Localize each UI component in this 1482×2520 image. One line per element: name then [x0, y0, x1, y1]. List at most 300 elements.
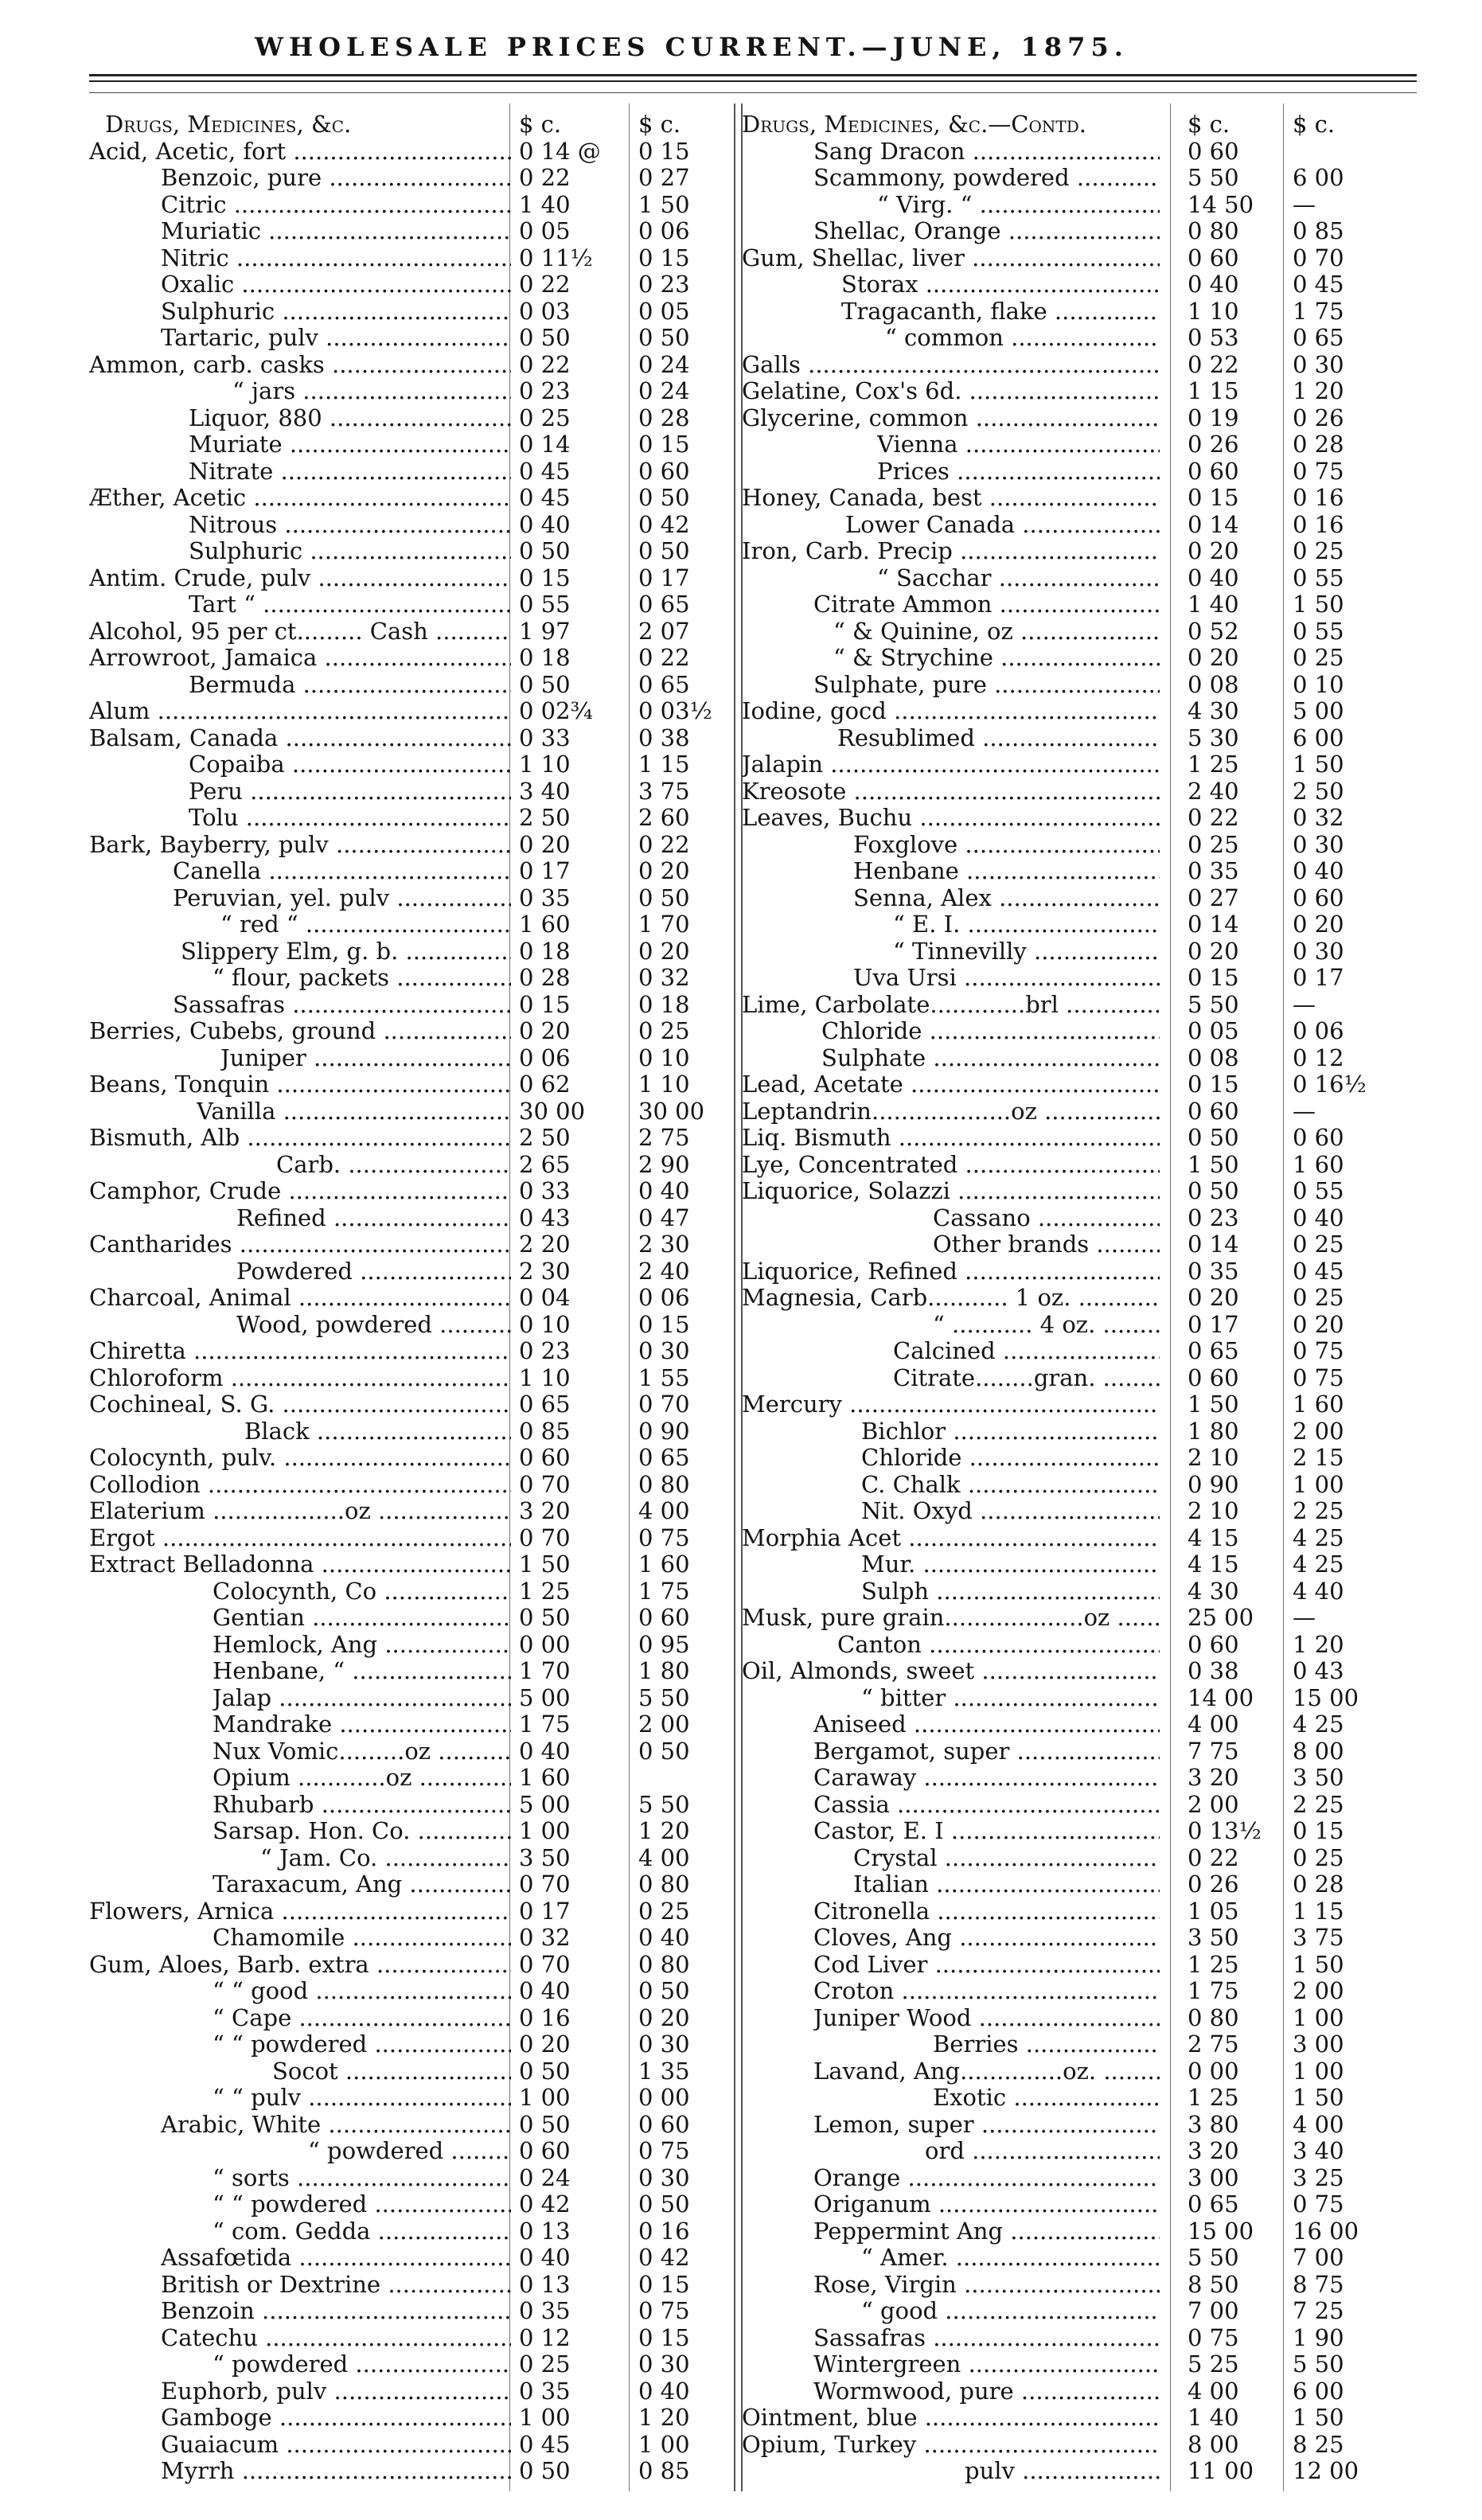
price-row [742, 618, 1375, 646]
item-label: Exotic ..... [933, 2085, 1160, 2112]
price-row [89, 1792, 755, 1819]
price-row [742, 352, 1375, 379]
item-label: Black ..... [244, 1418, 511, 1445]
price-high: 3 75 [1293, 1924, 1344, 1951]
item-label: Peruvian, yel. pulv ..... [173, 885, 511, 912]
price-row [89, 1525, 755, 1552]
price-low: 0 22 [1188, 804, 1239, 831]
item-label: Wintergreen ..... [813, 2351, 1160, 2378]
item-label: Mandrake ..... [213, 1711, 511, 1738]
item-label: Acid, Acetic, fort ..... [89, 138, 511, 166]
price-row [89, 1578, 755, 1605]
price-high: 0 16 [1293, 510, 1344, 538]
price-high: — [1293, 1097, 1316, 1125]
item-label: “ com. Gedda ..... [213, 2218, 511, 2245]
price-row [89, 2218, 755, 2245]
price-low: 0 20 [519, 1017, 571, 1044]
price-row [89, 911, 755, 938]
item-label: Myrrh ..... [161, 2458, 511, 2485]
price-high: 7 25 [1293, 2297, 1344, 2324]
price-high: 3 75 [638, 777, 690, 805]
price-high: 2 15 [1293, 1444, 1344, 1471]
item-label: Chloride ..... [821, 1018, 1160, 1045]
price-row [89, 885, 755, 912]
item-label: Berries, Cubebs, ground ..... [89, 1018, 511, 1045]
item-label: Cloves, Ang ..... [813, 1925, 1160, 1952]
price-high: 4 00 [638, 1843, 690, 1871]
item-label: “ & Quinine, oz ..... [833, 618, 1160, 646]
item-label: Carb. ..... [276, 1152, 511, 1179]
price-row [742, 698, 1375, 725]
price-row [742, 645, 1375, 672]
item-label: Chloroform ..... [89, 1365, 511, 1392]
price-low: 1 15 [1188, 377, 1239, 404]
price-high: 0 50 [638, 484, 690, 511]
item-label: Rhubarb ..... [213, 1792, 511, 1819]
item-label: Benzoic, pure ..... [161, 165, 511, 192]
price-high: 0 75 [1293, 1337, 1344, 1364]
price-high: 0 32 [638, 964, 690, 991]
price-low: 0 15 [519, 990, 571, 1018]
price-low: 0 70 [519, 1950, 571, 1978]
price-low: 0 23 [519, 1337, 571, 1364]
price-row [89, 645, 755, 672]
item-label: Juniper ..... [220, 1045, 511, 1072]
price-high: 0 95 [638, 1630, 690, 1658]
item-label: Resublimed ..... [837, 725, 1160, 752]
item-label: Liquorice, Solazzi ..... [742, 1178, 1160, 1205]
price-high: 1 50 [638, 190, 690, 218]
price-row [742, 778, 1375, 806]
price-row [742, 2378, 1375, 2405]
price-high: 2 25 [1293, 1497, 1344, 1524]
item-label: Powdered ..... [236, 1258, 511, 1285]
price-low: 2 10 [1188, 1444, 1239, 1471]
price-low: 0 15 [1188, 964, 1239, 991]
price-low: 0 14 @ [519, 137, 601, 165]
item-label: Henbane, “ ..... [213, 1658, 511, 1685]
price-high: 0 50 [638, 324, 690, 351]
price-low: 0 00 [519, 1630, 571, 1658]
price-high: 1 90 [1293, 2323, 1344, 2351]
price-high: 0 75 [1293, 457, 1344, 485]
item-label: Jalapin ..... [742, 751, 1160, 778]
column-header [89, 111, 755, 138]
price-low: 1 97 [519, 617, 571, 645]
price-high: 1 80 [638, 1657, 690, 1684]
price-row [742, 538, 1375, 565]
price-high: 1 75 [1293, 297, 1344, 325]
item-label: Liquorice, Refined ..... [742, 1258, 1160, 1285]
price-low: 0 45 [519, 2430, 571, 2458]
price-low: 0 03 [519, 297, 571, 325]
price-low: 8 50 [1188, 2270, 1239, 2298]
item-label: Canella ..... [173, 858, 511, 885]
price-row [742, 858, 1375, 885]
price-low: 3 50 [519, 1843, 571, 1871]
price-high: 1 20 [638, 2404, 690, 2431]
item-label: Ointment, blue ..... [742, 2405, 1160, 2432]
item-label: C. Chalk ..... [861, 1472, 1160, 1499]
price-high: 1 15 [1293, 1897, 1344, 1925]
price-row [89, 245, 755, 272]
price-high: 0 25 [638, 1897, 690, 1925]
price-high: 1 00 [638, 2430, 690, 2458]
price-row [89, 1018, 755, 1045]
price-low: 0 62 [519, 1071, 571, 1098]
price-low: 0 14 [1188, 510, 1239, 538]
price-row [742, 1045, 1375, 1072]
price-high: 0 60 [1293, 1124, 1344, 1151]
price-low: $ c. [519, 111, 562, 138]
price-row [742, 1338, 1375, 1365]
item-label: Bark, Bayberry, pulv ..... [89, 832, 511, 859]
price-row [742, 192, 1375, 219]
price-high: 0 45 [1293, 271, 1344, 298]
item-label: Crystal ..... [853, 1845, 1160, 1872]
price-low: 2 30 [519, 1257, 571, 1285]
item-label: Hemlock, Ang ..... [213, 1632, 511, 1659]
price-row [89, 1045, 755, 1072]
price-high: 1 50 [1293, 2404, 1344, 2431]
price-high: 15 00 [1293, 1683, 1359, 1711]
column-header [742, 111, 1375, 138]
price-low: 0 50 [519, 324, 571, 351]
price-high: 0 16 [1293, 484, 1344, 511]
left-price-column [89, 111, 755, 2485]
price-row [742, 565, 1375, 592]
item-label: Italian ..... [853, 1871, 1160, 1898]
price-row [742, 965, 1375, 992]
item-label: Uva Ursi ..... [853, 965, 1160, 992]
price-low: 1 10 [1188, 297, 1239, 325]
price-low: 1 50 [1188, 1391, 1239, 1418]
price-row [742, 911, 1375, 938]
price-low: 1 50 [1188, 1150, 1239, 1178]
price-low: 5 30 [1188, 724, 1239, 751]
price-high: 0 80 [638, 1870, 690, 1898]
price-row [742, 458, 1375, 486]
price-row [89, 538, 755, 565]
item-label: Other brands ..... [933, 1231, 1160, 1258]
price-high: 0 28 [1293, 1870, 1344, 1898]
item-label: Rose, Virgin ..... [813, 2272, 1160, 2299]
price-low: 0 40 [519, 1977, 571, 2004]
price-row [89, 192, 755, 219]
price-low: 2 20 [519, 1231, 571, 1258]
price-low: 0 20 [519, 2030, 571, 2058]
price-row [742, 1898, 1375, 1925]
price-low: 1 40 [1188, 591, 1239, 618]
price-high: 1 60 [1293, 1150, 1344, 1178]
price-high: 0 17 [638, 564, 690, 591]
item-label: Tragacanth, flake ..... [841, 298, 1160, 326]
price-row [89, 1818, 755, 1845]
price-row [742, 1418, 1375, 1445]
price-row [742, 1658, 1375, 1685]
price-high: 0 15 [638, 137, 690, 165]
item-label: Sang Dracon ..... [813, 138, 1160, 166]
price-high: 0 15 [638, 431, 690, 458]
item-label: Liq. Bismuth ..... [742, 1125, 1160, 1152]
price-high: 0 25 [1293, 537, 1344, 564]
price-row [89, 2325, 755, 2352]
price-row [742, 1071, 1375, 1098]
price-low: 0 17 [519, 1897, 571, 1925]
price-row [742, 1925, 1375, 1952]
price-high: 0 65 [638, 670, 690, 698]
price-low: 0 13 [519, 2270, 571, 2298]
price-low: 1 75 [519, 1711, 571, 1738]
price-low: 4 00 [1188, 1711, 1239, 1738]
price-low: 1 60 [519, 911, 571, 938]
price-row [742, 805, 1375, 832]
price-low: 0 16 [519, 2003, 571, 2031]
price-high: 0 65 [1293, 324, 1344, 351]
price-row [89, 2031, 755, 2058]
item-label: Gum, Shellac, liver ..... [742, 245, 1160, 272]
price-high: 3 25 [1293, 2163, 1344, 2191]
price-row [89, 2272, 755, 2299]
price-row [742, 2112, 1375, 2139]
price-high: 2 00 [638, 1711, 690, 1738]
price-low: 0 60 [1188, 137, 1239, 165]
price-low: 0 20 [1188, 644, 1239, 671]
price-row [89, 1898, 755, 1925]
price-row [89, 1312, 755, 1339]
price-low: 1 10 [519, 751, 571, 778]
item-label: Chloride ..... [861, 1445, 1160, 1472]
price-low: 0 45 [519, 457, 571, 485]
price-low: 2 50 [519, 804, 571, 831]
price-high: 0 15 [638, 2270, 690, 2298]
price-high: 0 90 [638, 1417, 690, 1445]
price-high: 0 30 [638, 1337, 690, 1364]
price-high: 0 12 [1293, 1043, 1344, 1071]
price-low: 0 80 [1188, 217, 1239, 244]
price-low: 0 40 [519, 510, 571, 538]
item-label: Foxglove ..... [853, 832, 1160, 859]
price-low: 0 42 [519, 2190, 571, 2218]
price-low: 0 15 [1188, 1071, 1239, 1098]
price-row [89, 565, 755, 592]
price-high: 0 06 [638, 1284, 690, 1311]
item-label: Storax ..... [841, 271, 1160, 298]
item-label: Bermuda ..... [189, 672, 511, 699]
item-label: “ Tinnevilly ..... [893, 938, 1160, 965]
price-low: 0 70 [519, 1470, 571, 1498]
item-label: “ red “ ..... [220, 911, 511, 938]
price-row [89, 218, 755, 245]
price-row [742, 1765, 1375, 1792]
price-high: 0 26 [1293, 404, 1344, 431]
price-row [742, 1845, 1375, 1872]
price-high: 2 90 [638, 1150, 690, 1178]
price-low: 0 50 [519, 2457, 571, 2484]
price-high: 0 40 [1293, 1203, 1344, 1231]
price-low: 0 17 [1188, 1310, 1239, 1338]
price-high: 7 00 [1293, 2244, 1344, 2271]
item-label: Citrate........gran. ..... [893, 1365, 1160, 1392]
price-row [89, 1445, 755, 1472]
item-label: Socot ..... [272, 2058, 511, 2085]
price-row [742, 1205, 1375, 1232]
price-high: 1 70 [638, 911, 690, 938]
item-label: Bichlor ..... [861, 1418, 1160, 1445]
price-row [89, 1978, 755, 2005]
item-label: Sulphuric ..... [189, 538, 511, 565]
price-high: 3 40 [1293, 2137, 1344, 2164]
price-row [742, 1978, 1375, 2005]
price-row [89, 591, 755, 618]
price-row [89, 2351, 755, 2378]
item-label: Iron, Carb. Precip ..... [742, 538, 1160, 565]
price-high: 16 00 [1293, 2217, 1359, 2245]
price-low: 0 10 [519, 1310, 571, 1338]
price-high: 0 30 [1293, 937, 1344, 965]
item-label: Iodine, gocd ..... [742, 698, 1160, 725]
item-label: Bergamot, super ..... [813, 1738, 1160, 1765]
item-label: “ powdered ..... [213, 2351, 511, 2378]
item-label: Nit. Oxyd ..... [861, 1498, 1160, 1525]
price-row [742, 512, 1375, 539]
price-row [89, 1231, 755, 1258]
item-label: Oxalic ..... [161, 271, 511, 298]
price-high: 0 65 [638, 591, 690, 618]
price-high: 2 00 [1293, 1977, 1344, 2004]
price-low: 0 05 [1188, 1017, 1239, 1044]
price-high: 2 40 [638, 1257, 690, 1285]
price-high: 0 70 [638, 1391, 690, 1418]
price-low: 0 22 [1188, 1843, 1239, 1871]
price-row [742, 2058, 1375, 2085]
price-high: 0 55 [1293, 617, 1344, 645]
price-low: 0 13½ [1188, 1817, 1262, 1844]
price-row [89, 2085, 755, 2112]
price-low: 11 00 [1188, 2457, 1254, 2484]
price-high: 0 42 [638, 2244, 690, 2271]
price-row [742, 885, 1375, 912]
price-low: 0 20 [1188, 1284, 1239, 1311]
price-high: 0 38 [638, 724, 690, 751]
price-row [89, 832, 755, 859]
price-high: 0 25 [1293, 1284, 1344, 1311]
price-high: 0 30 [638, 2030, 690, 2058]
price-low: 0 25 [519, 404, 571, 431]
price-low: 1 80 [1188, 1417, 1239, 1445]
price-low: 0 05 [519, 217, 571, 244]
item-label: Ammon, carb. casks ..... [89, 352, 511, 379]
price-high: 6 00 [1293, 164, 1344, 191]
item-label: Euphorb, pulv ..... [161, 2378, 511, 2405]
price-high: 0 27 [638, 164, 690, 191]
price-row [742, 1738, 1375, 1765]
price-high: 0 16 [638, 2217, 690, 2245]
price-high: 2 75 [638, 1124, 690, 1151]
price-low: 0 60 [519, 1444, 571, 1471]
price-high: 0 22 [638, 644, 690, 671]
price-low: 3 40 [519, 777, 571, 805]
item-label: Benzoin ..... [161, 2298, 511, 2325]
price-high: 0 22 [638, 830, 690, 858]
price-low: 0 40 [1188, 271, 1239, 298]
item-label: Juniper Wood ..... [813, 2005, 1160, 2032]
item-label: Vienna ..... [877, 431, 1160, 458]
price-high: 1 50 [1293, 591, 1344, 618]
price-row [89, 805, 755, 832]
price-row [742, 2138, 1375, 2165]
item-label: Charcoal, Animal ..... [89, 1285, 511, 1312]
item-label: Opium, Turkey ..... [742, 2432, 1160, 2459]
price-row [89, 352, 755, 379]
price-low: 0 04 [519, 1284, 571, 1311]
price-low: 3 20 [519, 1497, 571, 1524]
price-low: 3 80 [1188, 2110, 1239, 2138]
price-row [742, 1525, 1375, 1552]
price-row [742, 1605, 1375, 1632]
price-high: 0 60 [638, 457, 690, 485]
item-label: Morphia Acet ..... [742, 1525, 1160, 1552]
item-label: Drugs, Medicines, &c.—Contd. [742, 111, 1086, 138]
item-label: Muriate ..... [189, 431, 511, 458]
price-high: 0 25 [1293, 1843, 1344, 1871]
price-high: 0 17 [1293, 964, 1344, 991]
price-low: 0 11½ [519, 244, 593, 271]
price-row [742, 992, 1375, 1019]
price-row [89, 485, 755, 512]
item-label: Tart “ ..... [189, 591, 511, 618]
price-low: 0 15 [519, 564, 571, 591]
price-high: 0 05 [638, 297, 690, 325]
price-high: 0 20 [1293, 1310, 1344, 1338]
price-low: 0 60 [1188, 1363, 1239, 1391]
item-label: Colocynth, pulv. ..... [89, 1445, 511, 1472]
price-high: $ c. [638, 111, 681, 138]
item-label: Arabic, White ..... [161, 2112, 511, 2139]
price-low: 1 10 [519, 1363, 571, 1391]
price-row [742, 2005, 1375, 2032]
price-row [742, 1498, 1375, 1525]
price-low: 14 00 [1188, 1683, 1254, 1711]
price-row [89, 965, 755, 992]
price-low: 0 22 [519, 164, 571, 191]
price-row [89, 992, 755, 1019]
price-low: 0 35 [519, 2297, 571, 2324]
price-high: 0 06 [638, 217, 690, 244]
price-low: 1 60 [519, 1764, 571, 1791]
item-label: Arrowroot, Jamaica ..... [89, 645, 511, 672]
price-low: 1 50 [519, 1551, 571, 1578]
price-low: 4 15 [1188, 1523, 1239, 1551]
price-row [742, 2298, 1375, 2325]
price-low: 0 18 [519, 937, 571, 965]
price-low: 0 60 [519, 2137, 571, 2164]
item-label: Liquor, 880 ..... [189, 405, 511, 432]
price-low: 0 52 [1188, 617, 1239, 645]
top-rule [89, 74, 1417, 76]
price-high: 0 10 [1293, 670, 1344, 698]
price-low: 0 15 [1188, 484, 1239, 511]
price-low: 14 50 [1188, 190, 1254, 218]
item-label: Vanilla ..... [197, 1098, 511, 1125]
price-low: 0 22 [519, 271, 571, 298]
item-label: Lemon, super ..... [813, 2112, 1160, 2139]
item-label: Cassia ..... [813, 1792, 1160, 1819]
item-label: ord ..... [925, 2138, 1160, 2165]
price-low: 0 18 [519, 644, 571, 671]
price-high: 1 20 [1293, 377, 1344, 404]
item-label: Bismuth, Alb ..... [89, 1125, 511, 1152]
